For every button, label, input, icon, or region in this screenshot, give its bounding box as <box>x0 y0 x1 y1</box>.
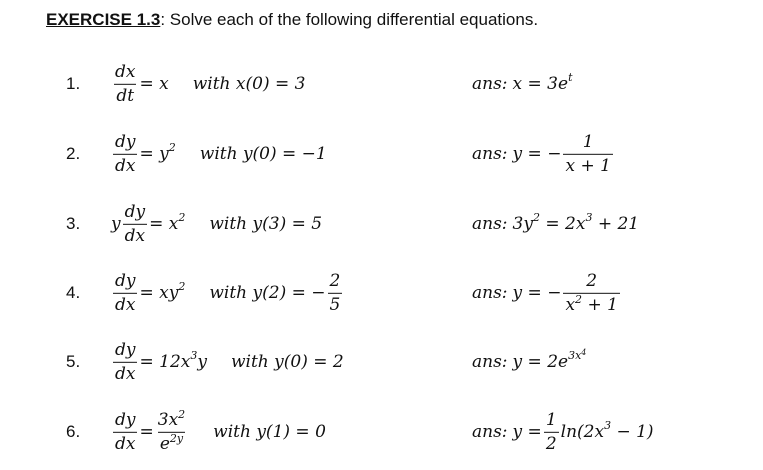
exercise-answer: ans: 3y 2 = 2x 3 + 21 <box>472 210 640 234</box>
derivative-fraction: $\frac{dy}{dx}$ <box>115 409 136 454</box>
answer-label: ans: <box>472 283 508 303</box>
exercise-row-6 <box>0 402 763 462</box>
exercise-number: 5. <box>66 352 81 371</box>
exercise-equation: $\frac{dy}{dx}$ = 12x 3 y with y(0) = 2 <box>115 339 344 384</box>
answer-fraction: $\frac{1}{2}$ <box>545 409 557 454</box>
exercise-equation: $\frac{dy}{dx}$ = $\frac{3x^2}{e^{2y}}$ with y(1) = 0 <box>115 407 326 454</box>
exercise-answer: ans: x = 3e t <box>472 70 573 94</box>
initial-condition: with y(1) = 0 <box>213 422 326 442</box>
answer-label: ans: <box>472 144 508 164</box>
rhs-fraction: $\frac{3x^2}{e^{2y}}$ <box>157 407 186 454</box>
derivative-fraction: $\frac{dy}{dx}$ <box>124 201 146 246</box>
exercise-row-1 <box>0 54 763 114</box>
exercise-answer: ans: y = − $\frac{1}{x + 1}$ <box>472 131 611 176</box>
exercise-row-5 <box>0 332 763 392</box>
exercise-number: 6. <box>66 422 81 441</box>
initial-condition: with y(3) = 5 <box>209 214 323 234</box>
exercise-title: EXERCISE 1.3 <box>46 10 161 29</box>
answer-fraction: $\frac{1}{x + 1}$ <box>565 131 611 176</box>
initial-condition: with y(0) = −1 <box>199 144 327 164</box>
exercise-answer: ans: y = $\frac{1}{2}$ ln(2x 3 − 1) <box>472 409 654 454</box>
exercise-equation: $\frac{dy}{dx}$ = xy 2 with y(2) = − $\frac{2}{5}$ <box>115 270 341 315</box>
answer-label: ans: <box>472 352 508 372</box>
exercise-answer: ans: y = 2e $3x^4$ <box>472 347 587 372</box>
answer-label: ans: <box>472 74 508 94</box>
exercise-number: 1. <box>66 74 81 93</box>
derivative-fraction: $\frac{dy}{dx}$ <box>115 131 136 176</box>
exercise-number: 3. <box>66 214 81 233</box>
exercise-row-4 <box>0 263 763 323</box>
exercise-number: 2. <box>66 144 81 163</box>
exercise-instruction: : Solve each of the following differential equations. <box>160 10 539 29</box>
exercise-equation <box>111 63 305 105</box>
equation-rhs: = x <box>139 74 169 94</box>
initial-condition: with x(0) = 3 <box>192 74 306 94</box>
initial-condition: with y(0) = 2 <box>230 352 344 372</box>
exercise-row-3 <box>0 194 763 254</box>
derivative-fraction: $\frac{dx}{dt}$ <box>115 61 136 106</box>
answer-fraction: $\frac{2}{x^2 + 1}$ <box>565 270 618 315</box>
exercise-row-2 <box>0 124 763 184</box>
exercise-equation: y $\frac{dy}{dx}$ = x 2 with y(3) = 5 <box>111 201 323 246</box>
derivative-fraction: $\frac{dy}{dx}$ <box>115 339 136 384</box>
answer-label: ans: <box>472 214 508 234</box>
answer-label: ans: <box>472 422 508 442</box>
initial-condition: with y(2) = − <box>209 283 326 303</box>
exercise-answer: ans: y = − $\frac{2}{x^2 + 1}$ <box>472 270 618 315</box>
condition-fraction: $\frac{2}{5}$ <box>329 270 341 315</box>
derivative-fraction: $\frac{dy}{dx}$ <box>115 270 136 315</box>
exercise-header <box>46 10 538 30</box>
exercise-number: 4. <box>66 283 81 302</box>
exercise-equation: $\frac{dy}{dx}$ = y 2 with y(0) = −1 <box>115 131 327 176</box>
